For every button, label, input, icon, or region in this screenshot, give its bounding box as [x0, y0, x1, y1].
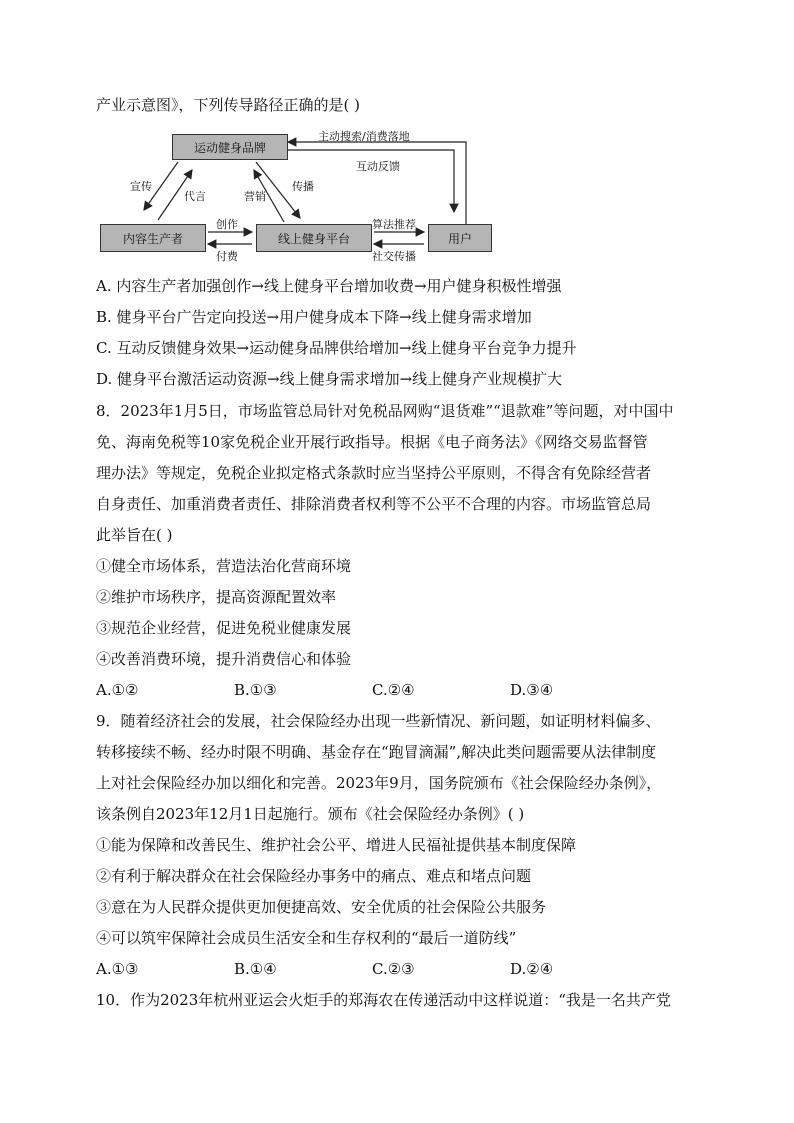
- q9-line: 转移接续不畅、经办时限不明确、基金存在“跑冒滴漏”,解决此类问题需要从法律制度: [96, 743, 657, 761]
- label-pay: 付费: [216, 250, 238, 263]
- q9-statement: ③意在为人民群众提供更加便捷高效、安全优质的社会保险公共服务: [96, 898, 547, 916]
- q8-line: 此举旨在( ): [96, 526, 173, 544]
- q7-option-a: A. 内容生产者加强创作→线上健身平台增加收费→用户健身积极性增强: [96, 277, 562, 295]
- q8-statement: ③规范企业经营，促进免税业健康发展: [96, 619, 352, 637]
- label-create: 创作: [216, 218, 238, 231]
- brand-node: 运动健身品牌: [172, 134, 288, 160]
- q10-line: 10．作为2023年杭州亚运会火炬手的郑海农在传递活动中这样说道：“我是一名共产党: [96, 991, 671, 1009]
- q8-statement: ④改善消费环境，提升消费信心和体验: [96, 650, 352, 668]
- q8-statement: ①健全市场体系，营造法治化营商环境: [96, 557, 352, 575]
- q9-line: 9．随着经济社会的发展，社会保险经办出现一些新情况、新问题，如证明材料偏多、: [96, 712, 661, 730]
- q9-line: 该条例自2023年12月1日起施行。颁布《社会保险经办条例》( ): [96, 805, 525, 823]
- label-promo: 宣传: [130, 180, 152, 193]
- q7-option-d: D. 健身平台激活运动资源→线上健身需求增加→线上健身产业规模扩大: [96, 370, 563, 388]
- q9-statement: ①能为保障和改善民生、维护社会公平、增进人民福祉提供基本制度保障: [96, 836, 577, 854]
- q8-choices: [96, 679, 696, 701]
- label-social: 社交传播: [372, 250, 416, 263]
- q7-option-c: C. 互动反馈健身效果→运动健身品牌供给增加→线上健身平台竞争力提升: [96, 339, 577, 357]
- user-node: 用户: [428, 224, 492, 252]
- arrow-search: [288, 142, 466, 226]
- q9-choice-b: B.①④: [234, 960, 277, 978]
- label-feedback: 互动反馈: [356, 160, 400, 173]
- q8-choice-c: C.②④: [372, 681, 415, 699]
- creator-node: 内容生产者: [100, 224, 206, 252]
- q9-statement: ②有利于解决群众在社会保险经办事务中的痛点、难点和堵点问题: [96, 867, 532, 885]
- platform-node: 线上健身平台: [256, 224, 372, 252]
- q9-choice-d: D.②④: [510, 960, 554, 978]
- q9-choices: [96, 958, 696, 980]
- q9-statement: ④可以筑牢保障社会成员生活安全和生存权利的“最后一道防线”: [96, 929, 517, 947]
- q8-line: 理办法》等规定，免税企业拟定格式条款时应当坚持公平原则，不得含有免除经营者: [96, 464, 652, 482]
- q8-choice-d: D.③④: [510, 681, 554, 699]
- label-endorse: 代言: [184, 190, 206, 203]
- label-spread: 传播: [292, 180, 314, 193]
- label-marketing: 营销: [244, 190, 266, 203]
- label-search: 主动搜索/消费落地: [318, 130, 410, 143]
- industry-diagram: [96, 124, 496, 263]
- question-stem-tail: 产业示意图》，下列传导路径正确的是( ): [96, 96, 360, 114]
- q8-line: 免、海南免税等10家免税企业开展行政指导。根据《电子商务法》《网络交易监督管: [96, 433, 648, 451]
- q9-line: 上对社会保险经办加以细化和完善。2023年9月，国务院颁布《社会保险经办条例》，: [96, 774, 662, 792]
- q8-choice-a: A.①②: [96, 681, 139, 699]
- q8-statement: ②维护市场秩序，提高资源配置效率: [96, 588, 337, 606]
- label-algo: 算法推荐: [372, 218, 416, 231]
- q8-line: 自身责任、加重消费者责任、排除消费者权利等不公平不合理的内容。市场监管总局: [96, 495, 652, 513]
- q9-choice-a: A.①③: [96, 960, 139, 978]
- q9-choice-c: C.②③: [372, 960, 415, 978]
- q8-choice-b: B.①③: [234, 681, 277, 699]
- q8-line: 8．2023年1月5日，市场监管总局针对免税品网购“退货难”“退款难”等问题，对中国中: [96, 402, 674, 420]
- q7-option-b: B. 健身平台广告定向投送→用户健身成本下降→线上健身需求增加: [96, 308, 532, 326]
